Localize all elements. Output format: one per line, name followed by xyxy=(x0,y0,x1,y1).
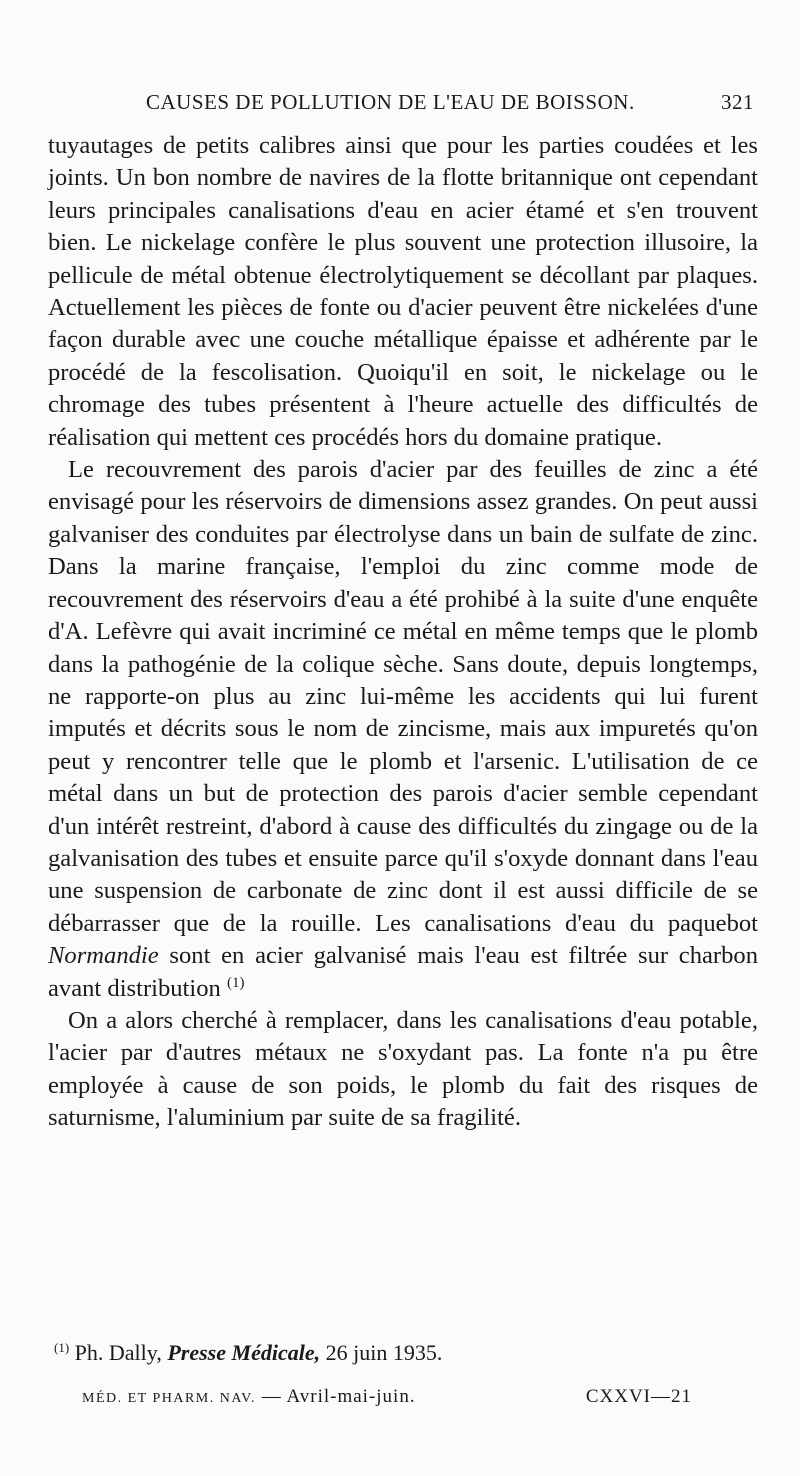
footer-issue: Avril-mai-juin. xyxy=(286,1386,416,1407)
ship-name: Normandie xyxy=(48,942,159,970)
footnote-reference[interactable]: (1) xyxy=(226,974,245,991)
running-head-title: CAUSES DE POLLUTION DE L'EAU DE BOISSON. xyxy=(146,90,635,114)
footer-journal xyxy=(82,1386,416,1408)
paragraph-1: tuyautages de petits calibres ainsi que pour les parties coudées et les joints. Un bon nombre de navires de la flotte britannique ont cependant leurs principales canalisations d'eau en acier étamé et s'en trouvent bien. Le nickelage confère le plus souvent une protection illusoire, la pellicule de métal obtenue électrolytiquement se décollant par plaques. Actuellement les pièces de fonte ou d'acier peuvent être nickelées d'une façon durable avec une couche métallique épaisse et adhérente par le procédé de la fescolisation. Quoiqu'il en soit, le nickelage ou le chromage des tubes présentent à l'heure actuelle des difficultés de réalisation qui mettent ces procédés hors du domaine pratique. xyxy=(48,132,758,451)
footnote-journal: Presse Médicale, xyxy=(167,1340,321,1365)
paragraph-2-text-a: Le recouvrement des parois d'acier par des feuilles de zinc a été envisagé pour les réservoirs de dimensions assez grandes. On peut aussi galvaniser des conduites par électrolyse dans un bain de sulfate de zinc. Dans la marine française, l'emploi du zinc comme mode de recouvrement des réservoirs d'eau a été prohibé à la suite d'une enquête d'A. Lefèvre qui avait incriminé ce métal en même temps que le plomb dans la pathogénie de la colique sèche. Sans doute, depuis longtemps, ne rapporte-on plus au zinc lui-même les accidents qui lui furent imputés et décrits sous le nom de zincisme, mais aux impuretés qu'on peut y rencontrer telle que le plomb et l'arsenic. L'utilisation de ce métal dans un but de protection des parois d'acier semble cependant d'un intérêt restreint, d'abord à cause des difficultés du zingage ou de la galvanisation des tubes et ensuite parce qu'il s'oxyde donnant dans l'eau une suspension de carbonate de zinc dont il est aussi difficile de se débarrasser que de la rouille. Les canalisations d'eau du paquebot xyxy=(48,456,758,937)
page-number: 321 xyxy=(721,90,754,114)
paragraph-2 xyxy=(48,454,758,1005)
paragraph-2-text-b: sont en acier galvanisé mais l'eau est filtrée sur charbon avant distribution xyxy=(48,942,758,1002)
footnote-marker: (1) xyxy=(54,1340,70,1355)
footnote xyxy=(54,1340,442,1366)
body-text xyxy=(48,130,758,1135)
footnote-date: 26 juin 1935. xyxy=(325,1340,443,1365)
footer-dash: — xyxy=(261,1386,282,1407)
footer-signature: CXXVI—21 xyxy=(585,1386,692,1407)
paragraph-3: On a alors cherché à remplacer, dans les canalisations d'eau potable, l'acier par d'autres métaux ne s'oxydant pas. La fonte n'a pu être employée à cause de son poids, le plomb du fait des risques de saturnisme, l'aluminium par suite de sa fragilité. xyxy=(48,1006,758,1132)
footnote-author: Ph. Dally, xyxy=(74,1340,162,1365)
footer-journal-abbr: MÉD. ET PHARM. NAV. xyxy=(82,1391,256,1406)
